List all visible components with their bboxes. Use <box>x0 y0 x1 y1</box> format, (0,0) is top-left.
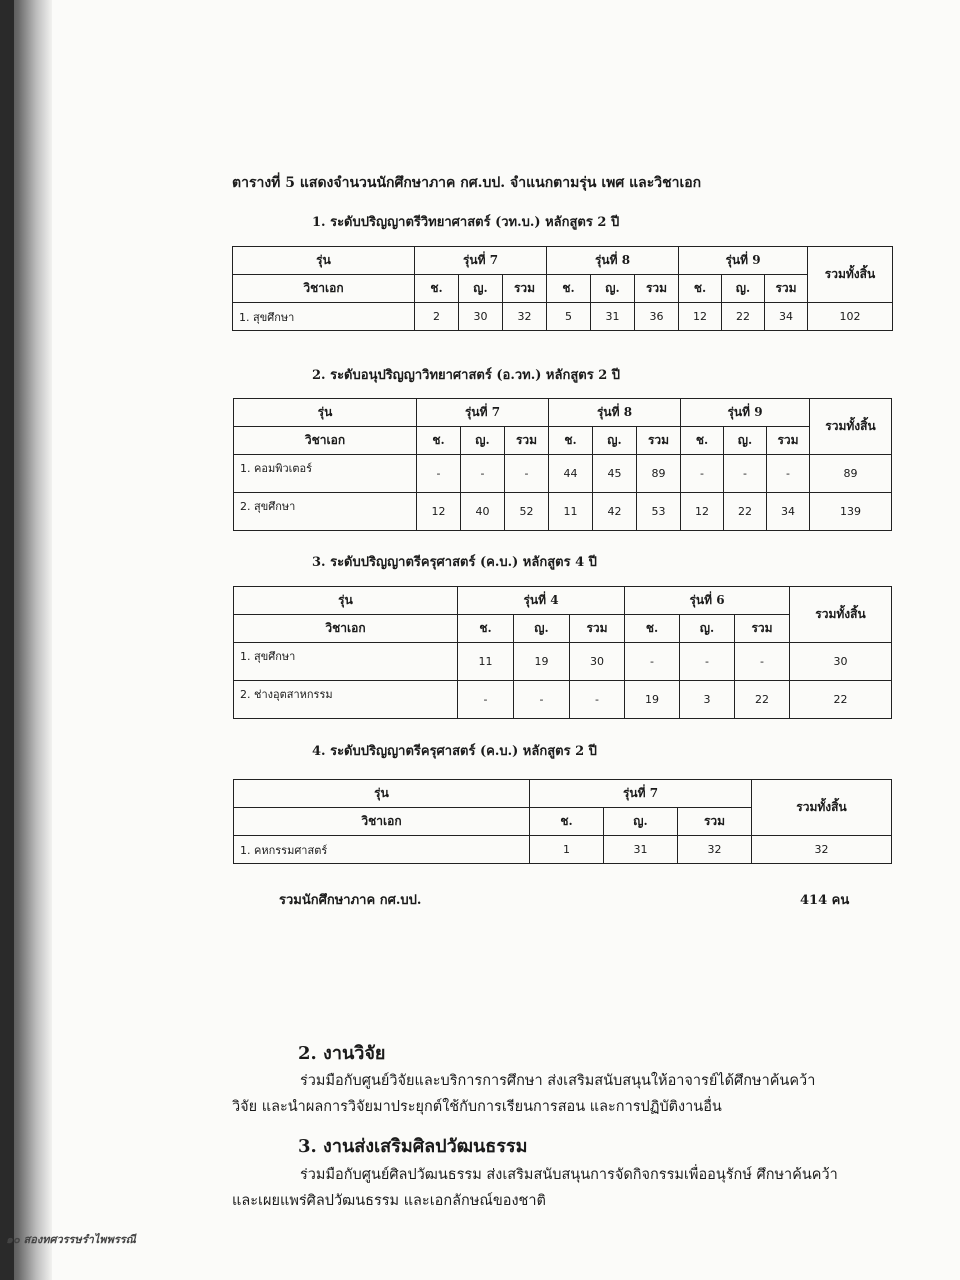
table-4-title: 4. ระดับปริญญาตรีครุศาสตร์ (ค.บ.) หลักสูตร 2 ปี <box>312 744 597 759</box>
header-major: วิชาเอก <box>234 427 417 455</box>
header-major: วิชาเอก <box>234 808 530 836</box>
header-male: ช. <box>549 427 593 455</box>
value-cell: 1 <box>530 836 604 864</box>
header-run: รุ่น <box>233 247 415 275</box>
value-cell: 40 <box>461 493 505 531</box>
paragraph-line: และเผยแพร่ศิลปวัฒนธรรม และเอกลักษณ์ของชาติ <box>232 1193 546 1209</box>
total-cell: 32 <box>752 836 892 864</box>
table-caption: ตารางที่ 5 แสดงจำนวนนักศึกษาภาค กศ.บป. จำแนกตามรุ่น เพศ และวิชาเอก <box>232 175 702 191</box>
table-row <box>234 493 892 531</box>
header-male: ช. <box>417 427 461 455</box>
cohort-header: รุ่นที่ 8 <box>549 399 681 427</box>
value-cell: 34 <box>765 303 808 331</box>
header-female: ญ. <box>514 615 570 643</box>
value-cell: 11 <box>549 493 593 531</box>
header-male: ช. <box>681 427 724 455</box>
header-female: ญ. <box>680 615 735 643</box>
value-cell: - <box>625 643 680 681</box>
table-3-title: 3. ระดับปริญญาตรีครุศาสตร์ (ค.บ.) หลักสูตร 4 ปี <box>312 555 597 570</box>
value-cell: 34 <box>767 493 810 531</box>
page-spine-edge <box>0 0 14 1280</box>
cohort-header: รุ่นที่ 7 <box>530 780 752 808</box>
header-female: ญ. <box>724 427 767 455</box>
cohort-header: รุ่นที่ 9 <box>679 247 808 275</box>
header-major: วิชาเอก <box>234 615 458 643</box>
header-run: รุ่น <box>234 780 530 808</box>
paragraph-line: วิจัย และนำผลการวิจัยมาประยุกต์ใช้กับการเรียนการสอน และการปฏิบัติงานอื่น <box>232 1099 722 1115</box>
table-row <box>234 455 892 493</box>
header-sum: รวม <box>765 275 808 303</box>
table-2-title: 2. ระดับอนุปริญญาวิทยาศาสตร์ (อ.วท.) หลักสูตร 2 ปี <box>312 368 621 383</box>
section-research-title: 2. งานวิจัย <box>298 1043 386 1064</box>
value-cell: 30 <box>570 643 625 681</box>
major-cell: 2. ช่างอุตสาหกรรม <box>234 681 458 719</box>
header-female: ญ. <box>604 808 678 836</box>
section-culture-title: 3. งานส่งเสริมศิลปวัฒนธรรม <box>298 1136 528 1157</box>
summary-label: รวมนักศึกษาภาค กศ.บป. <box>279 893 422 908</box>
summary-value: 414 คน <box>800 893 850 908</box>
paragraph-line: ร่วมมือกับศูนย์วิจัยและบริการการศึกษา ส่งเสริมสนับสนุนให้อาจารย์ได้ศึกษาค้นคว้า <box>300 1073 816 1089</box>
major-cell: 1. สุขศึกษา <box>233 303 415 331</box>
major-cell: 2. สุขศึกษา <box>234 493 417 531</box>
value-cell: 12 <box>417 493 461 531</box>
total-cell: 102 <box>808 303 893 331</box>
table-row <box>234 681 892 719</box>
value-cell: 12 <box>681 493 724 531</box>
header-male: ช. <box>547 275 591 303</box>
header-major: วิชาเอก <box>233 275 415 303</box>
value-cell: 89 <box>637 455 681 493</box>
value-cell: 2 <box>415 303 459 331</box>
page-footer: ๑๐ สองทศวรรษรำไพพรรณี <box>6 1233 136 1246</box>
cohort-header: รุ่นที่ 7 <box>417 399 549 427</box>
value-cell: - <box>461 455 505 493</box>
value-cell: 22 <box>724 493 767 531</box>
value-cell: 53 <box>637 493 681 531</box>
header-male: ช. <box>530 808 604 836</box>
major-cell: 1. คหกรรมศาสตร์ <box>234 836 530 864</box>
cohort-header: รุ่นที่ 6 <box>625 587 790 615</box>
total-cell: 89 <box>810 455 892 493</box>
value-cell: 32 <box>678 836 752 864</box>
total-cell: 22 <box>790 681 892 719</box>
value-cell: 3 <box>680 681 735 719</box>
value-cell: 42 <box>593 493 637 531</box>
total-cell: 30 <box>790 643 892 681</box>
section-culture-body <box>232 1162 892 1214</box>
value-cell: 22 <box>735 681 790 719</box>
paragraph-line: ร่วมมือกับศูนย์ศิลปวัฒนธรรม ส่งเสริมสนับสนุนการจัดกิจกรรมเพื่ออนุรักษ์ ศึกษาค้นคว้า <box>300 1167 838 1183</box>
value-cell: 19 <box>625 681 680 719</box>
value-cell: 11 <box>458 643 514 681</box>
table-1 <box>232 246 893 331</box>
header-sum: รวม <box>503 275 547 303</box>
table-4 <box>233 779 892 864</box>
value-cell: - <box>735 643 790 681</box>
table-row <box>234 836 892 864</box>
header-male: ช. <box>625 615 680 643</box>
value-cell: - <box>514 681 570 719</box>
value-cell: 45 <box>593 455 637 493</box>
major-cell: 1. สุขศึกษา <box>234 643 458 681</box>
header-run: รุ่น <box>234 399 417 427</box>
table-row <box>234 643 892 681</box>
header-run: รุ่น <box>234 587 458 615</box>
section-research-body <box>232 1068 892 1120</box>
cohort-header: รุ่นที่ 9 <box>681 399 810 427</box>
value-cell: 36 <box>635 303 679 331</box>
value-cell: - <box>417 455 461 493</box>
table-row <box>233 303 893 331</box>
value-cell: 5 <box>547 303 591 331</box>
value-cell: 19 <box>514 643 570 681</box>
value-cell: 31 <box>604 836 678 864</box>
value-cell: - <box>724 455 767 493</box>
header-sum: รวม <box>635 275 679 303</box>
header-female: ญ. <box>591 275 635 303</box>
header-sum: รวม <box>767 427 810 455</box>
header-male: ช. <box>458 615 514 643</box>
major-cell: 1. คอมพิวเตอร์ <box>234 455 417 493</box>
value-cell: 44 <box>549 455 593 493</box>
header-total: รวมทั้งสิ้น <box>808 247 893 303</box>
header-female: ญ. <box>461 427 505 455</box>
cohort-header: รุ่นที่ 4 <box>458 587 625 615</box>
table-3 <box>233 586 892 719</box>
cohort-header: รุ่นที่ 7 <box>415 247 547 275</box>
value-cell: 32 <box>503 303 547 331</box>
value-cell: - <box>570 681 625 719</box>
header-male: ช. <box>679 275 722 303</box>
value-cell: 30 <box>459 303 503 331</box>
header-total: รวมทั้งสิ้น <box>752 780 892 836</box>
header-total: รวมทั้งสิ้น <box>810 399 892 455</box>
header-female: ญ. <box>722 275 765 303</box>
value-cell: - <box>681 455 724 493</box>
table-2 <box>233 398 892 531</box>
table-1-title: 1. ระดับปริญญาตรีวิทยาศาสตร์ (วท.บ.) หลักสูตร 2 ปี <box>312 215 620 230</box>
header-total: รวมทั้งสิ้น <box>790 587 892 643</box>
value-cell: - <box>767 455 810 493</box>
value-cell: - <box>458 681 514 719</box>
total-cell: 139 <box>810 493 892 531</box>
header-female: ญ. <box>593 427 637 455</box>
cohort-header: รุ่นที่ 8 <box>547 247 679 275</box>
value-cell: 31 <box>591 303 635 331</box>
value-cell: 12 <box>679 303 722 331</box>
value-cell: 52 <box>505 493 549 531</box>
value-cell: 22 <box>722 303 765 331</box>
header-sum: รวม <box>505 427 549 455</box>
header-male: ช. <box>415 275 459 303</box>
header-sum: รวม <box>735 615 790 643</box>
value-cell: - <box>505 455 549 493</box>
value-cell: - <box>680 643 735 681</box>
header-sum: รวม <box>678 808 752 836</box>
header-sum: รวม <box>570 615 625 643</box>
header-female: ญ. <box>459 275 503 303</box>
header-sum: รวม <box>637 427 681 455</box>
